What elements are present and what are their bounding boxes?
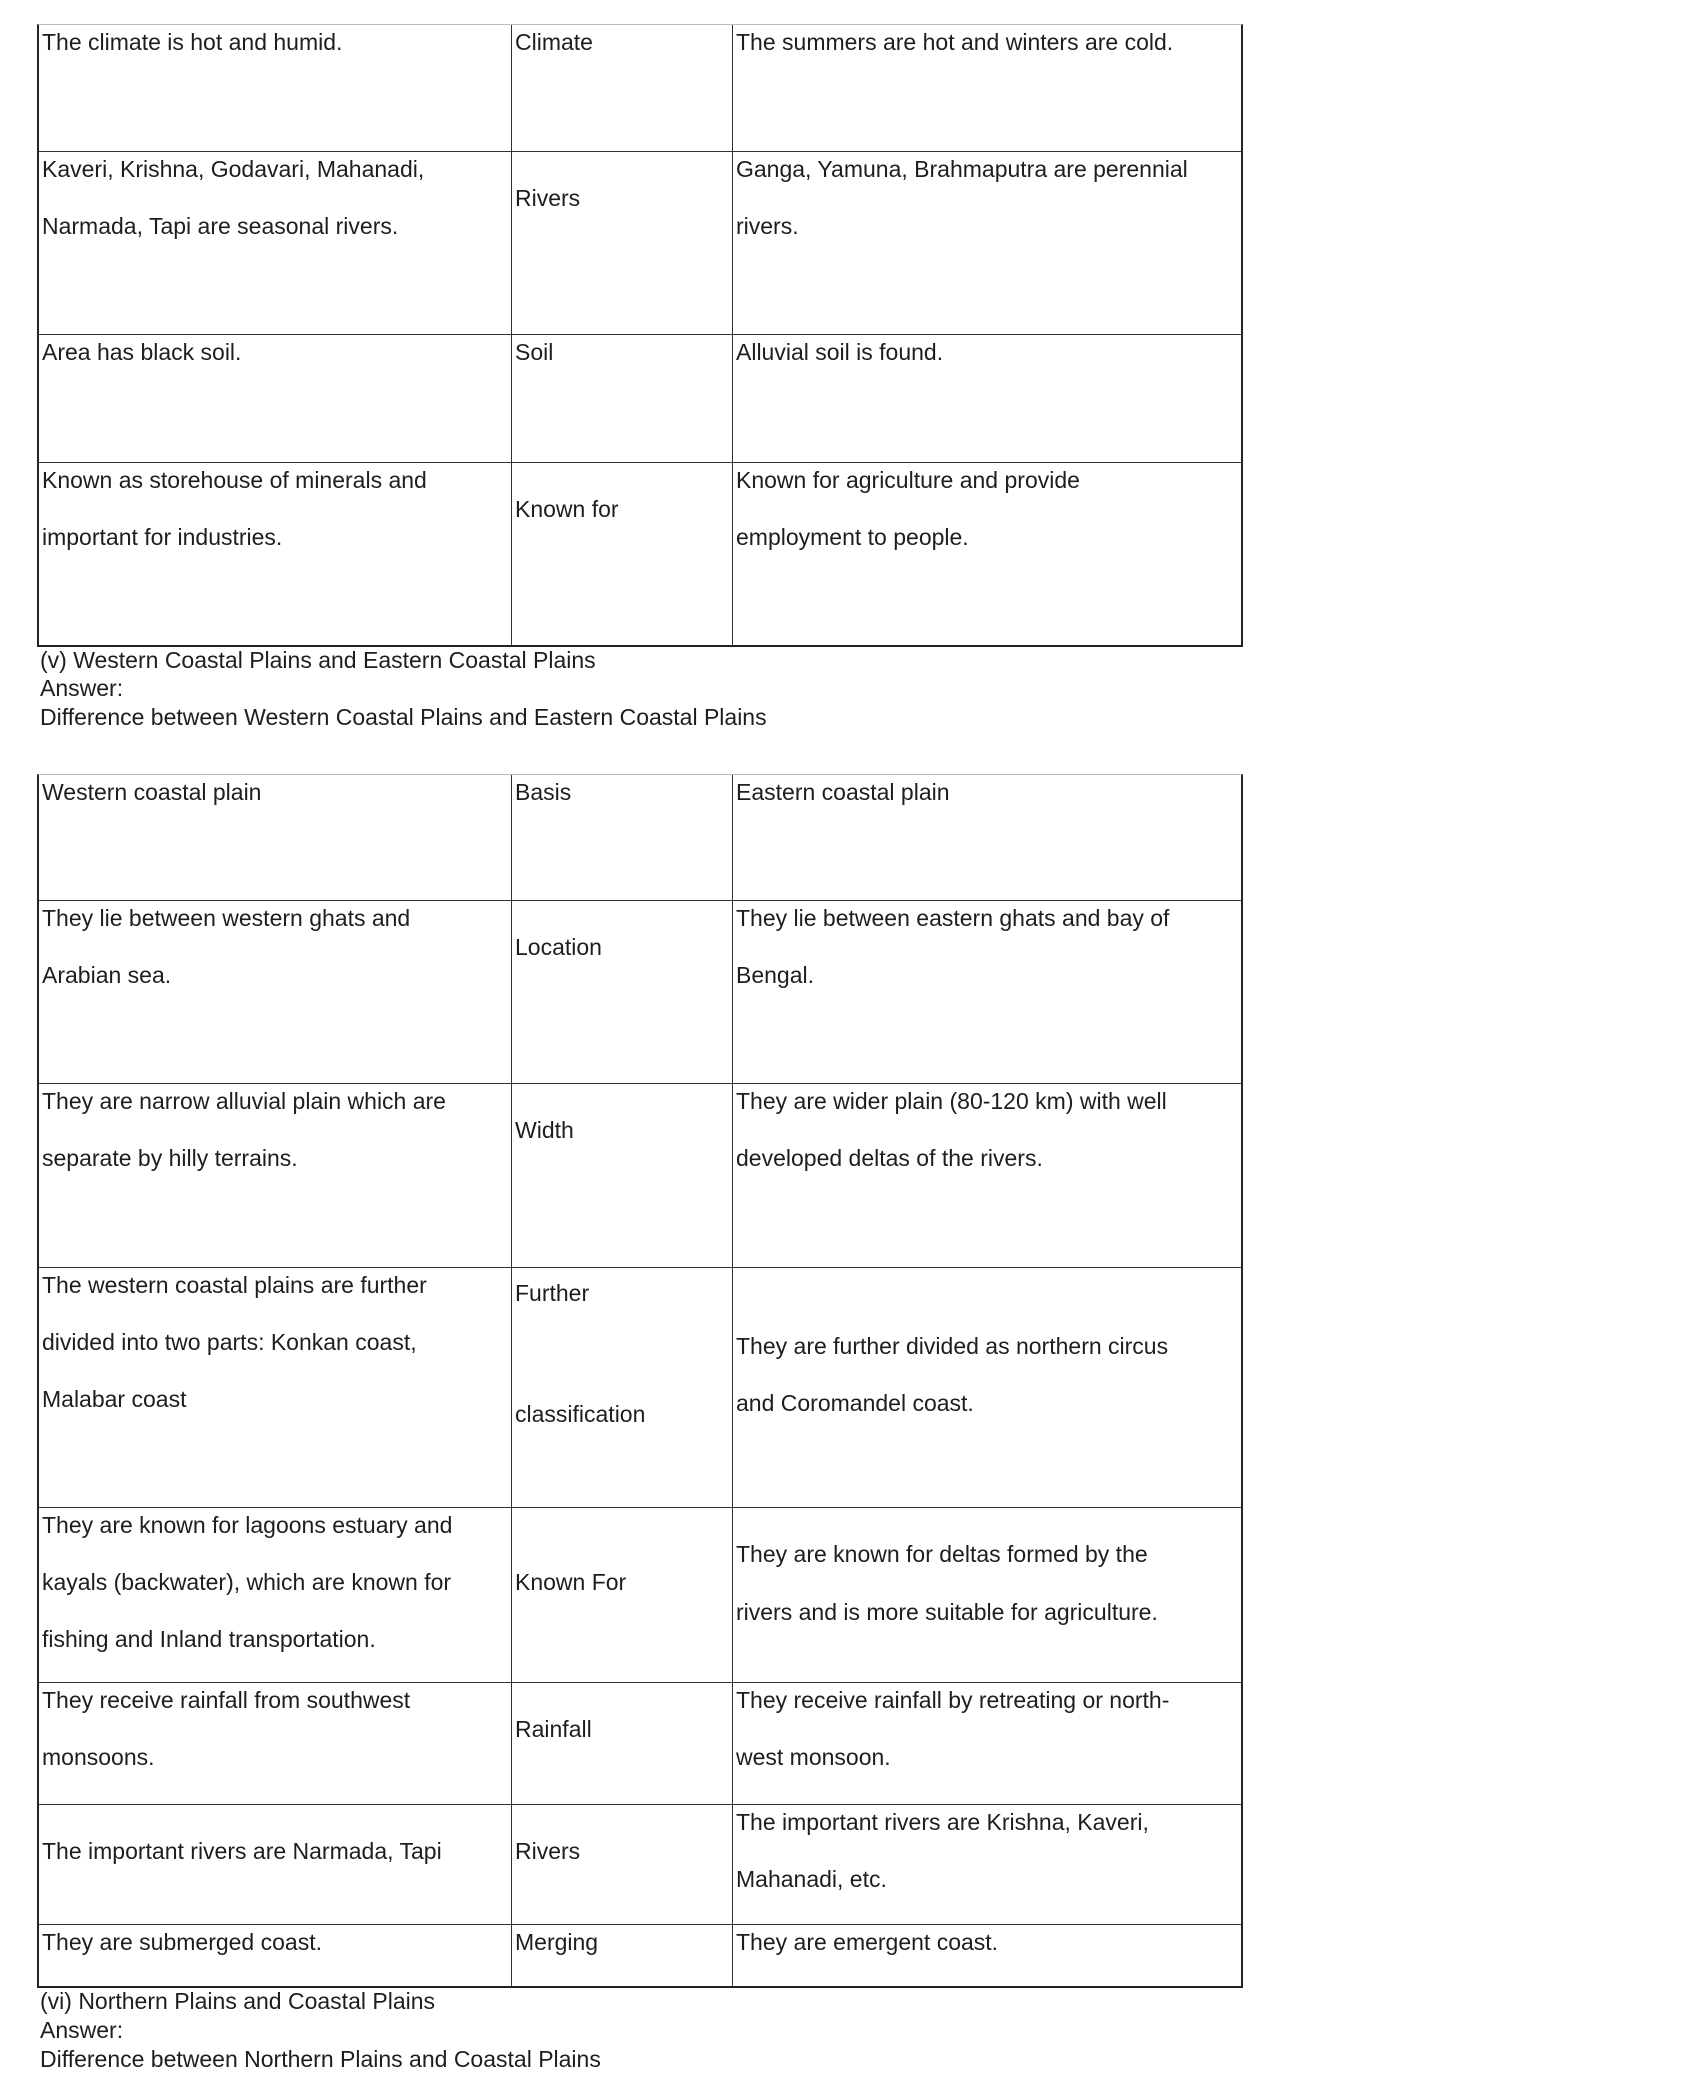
cell-text-line: classification [515,1401,646,1427]
cell-left [39,1683,512,1804]
table-row [39,900,1241,1083]
cell-right [733,901,1241,1083]
table-row [39,1924,1241,1986]
cell-text-line: The climate is hot and humid. [42,29,343,55]
table-row [39,1682,1241,1804]
question-vi: (vi) Northern Plains and Coastal Plains [40,1988,436,2014]
table-row [39,25,1241,151]
cell-text-line: important for industries. [42,524,283,550]
cell-basis [512,1805,733,1924]
cell-text-line: divided into two parts: Konkan coast, [42,1329,417,1355]
cell-text-line: separate by hilly terrains. [42,1145,298,1171]
cell-text-line: Known as storehouse of minerals and [42,467,427,493]
question-v: (v) Western Coastal Plains and Eastern Coastal Plains [40,647,596,673]
comparison-table-western-vs-eastern-coastal [37,774,1243,1988]
cell-text-line: Rivers [515,185,581,211]
cell-text-line: Bengal. [736,962,815,988]
cell-basis [512,1268,733,1507]
cell-text-line: The summers are hot and winters are cold. [736,29,1174,55]
cell-text-line: Alluvial soil is found. [736,339,944,365]
cell-right [733,1508,1241,1682]
cell-text-line: kayals (backwater), which are known for [42,1569,452,1595]
cell-right [733,463,1241,645]
cell-text-line: fishing and Inland transportation. [42,1626,376,1652]
cell-text-line: They are known for lagoons estuary and [42,1512,453,1538]
cell-text-line: They receive rainfall by retreating or north- [736,1687,1170,1713]
cell-basis [512,463,733,645]
cell-text-line: Western coastal plain [42,779,262,805]
cell-right [733,335,1241,462]
cell-text-line: Basis [515,779,572,805]
cell-text-line: They are submerged coast. [42,1929,322,1955]
cell-basis [512,775,733,900]
table-row [39,334,1241,462]
answer-label-vi: Answer: [40,2017,124,2043]
cell-text-line: Arabian sea. [42,962,172,988]
answer-label-v: Answer: [40,675,124,701]
cell-text-line: and Coromandel coast. [736,1390,974,1416]
cell-text-line: Narmada, Tapi are seasonal rivers. [42,213,399,239]
cell-text-line: They lie between western ghats and [42,905,411,931]
cell-basis [512,152,733,334]
cell-text-line: The important rivers are Narmada, Tapi [42,1838,442,1864]
cell-text-line: rivers and is more suitable for agriculture. [736,1599,1158,1625]
comparison-table-peninsular-vs-northern [37,24,1243,647]
cell-text-line: Known for [515,496,619,522]
cell-text-line: They lie between eastern ghats and bay of [736,905,1170,931]
cell-text-line: employment to people. [736,524,969,550]
cell-text-line: west monsoon. [736,1744,891,1770]
table-row [39,462,1241,645]
table-row [39,1507,1241,1682]
table-row [39,775,1241,900]
cell-right [733,1268,1241,1507]
table-row [39,1083,1241,1267]
cell-left [39,1805,512,1924]
cell-text-line: Rivers [515,1838,581,1864]
cell-right [733,1925,1241,1986]
cell-right [733,1683,1241,1804]
table-row [39,1804,1241,1924]
cell-basis [512,1084,733,1267]
cell-text-line: developed deltas of the rivers. [736,1145,1043,1171]
cell-left [39,1925,512,1986]
cell-left [39,901,512,1083]
cell-right [733,775,1241,900]
cell-left [39,775,512,900]
cell-text-line: Kaveri, Krishna, Godavari, Mahanadi, [42,156,425,182]
cell-right [733,25,1241,151]
cell-right [733,152,1241,334]
cell-text-line: The important rivers are Krishna, Kaveri, [736,1809,1149,1835]
cell-basis [512,1508,733,1682]
cell-left [39,463,512,645]
cell-text-line: They are known for deltas formed by the [736,1541,1148,1567]
cell-text-line: Location [515,934,602,960]
cell-basis [512,901,733,1083]
cell-text-line: Known For [515,1569,627,1595]
cell-text-line: monsoons. [42,1744,155,1770]
cell-left [39,335,512,462]
cell-text-line: Soil [515,339,554,365]
answer-heading-vi: Difference between Northern Plains and Coastal Plains [40,2046,601,2072]
cell-text-line: Mahanadi, etc. [736,1866,887,1892]
cell-text-line: Width [515,1117,574,1143]
cell-basis [512,335,733,462]
cell-text-line: They are narrow alluvial plain which are [42,1088,446,1114]
cell-text-line: Further [515,1280,590,1306]
table-row [39,151,1241,334]
cell-left [39,152,512,334]
cell-text-line: Merging [515,1929,599,1955]
cell-text-line: Climate [515,29,593,55]
cell-left [39,25,512,151]
cell-right [733,1805,1241,1924]
cell-text-line: Ganga, Yamuna, Brahmaputra are perennial [736,156,1188,182]
cell-text-line: They are emergent coast. [736,1929,999,1955]
cell-left [39,1268,512,1507]
cell-text-line: Rainfall [515,1716,592,1742]
cell-right [733,1084,1241,1267]
answer-heading-v: Difference between Western Coastal Plains and Eastern Coastal Plains [40,704,767,730]
cell-text-line: They are wider plain (80-120 km) with well [736,1088,1167,1114]
cell-text-line: Area has black soil. [42,339,242,365]
cell-text-line: The western coastal plains are further [42,1272,427,1298]
cell-text-line: Known for agriculture and provide [736,467,1080,493]
cell-left [39,1508,512,1682]
cell-text-line: rivers. [736,213,799,239]
cell-basis [512,25,733,151]
cell-text-line: Malabar coast [42,1386,187,1412]
table-row [39,1267,1241,1507]
cell-text-line: They receive rainfall from southwest [42,1687,411,1713]
cell-basis [512,1683,733,1804]
cell-basis [512,1925,733,1986]
cell-text-line: They are further divided as northern circus [736,1333,1169,1359]
cell-text-line: Eastern coastal plain [736,779,950,805]
cell-left [39,1084,512,1267]
